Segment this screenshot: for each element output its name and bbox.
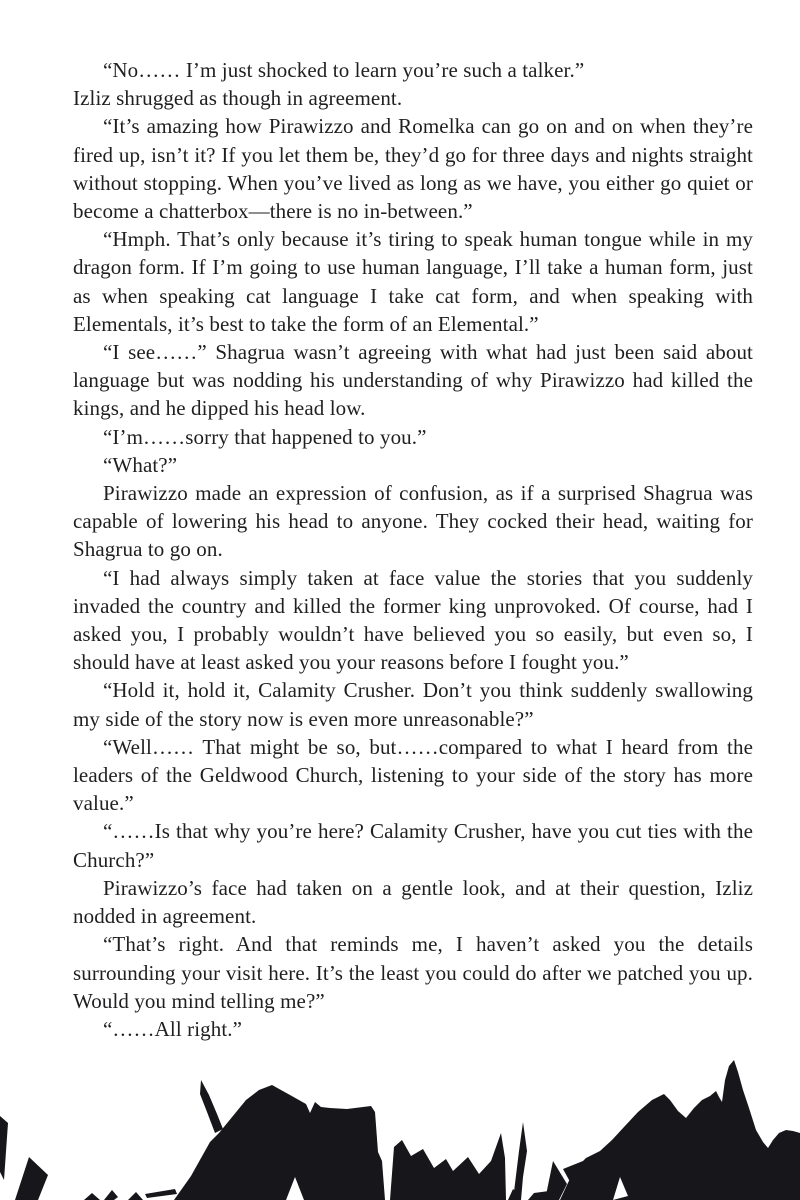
paragraph: “Well…… That might be so, but……compared to what I heard from the leaders of the Geldwood Church, listening to your side of the story has more value.”: [73, 734, 753, 816]
paragraph: “I see……” Shagrua wasn’t agreeing with what had just been said about language but was nodding his understanding of why Pirawizzo had killed the kings, and he dipped his head low.: [73, 340, 753, 421]
paragraph: “……Is that why you’re here? Calamity Crusher, have you cut ties with the Church?”: [73, 819, 753, 872]
paragraph: “Hold it, hold it, Calamity Crusher. Don’t you think suddenly swallowing my side of the story now is even more unreasonable?”: [73, 678, 753, 731]
paragraph: “I had always simply taken at face value the stories that you suddenly invaded the country and killed the former king unprovoked. Of course, had I asked you, I probably wouldn’t have believed you so easily, but even so, I should have at least asked you your reasons before I fought you.”: [73, 565, 753, 675]
paragraph: “Hmph. That’s only because it’s tiring to speak human tongue while in my dragon form. If I’m going to use human language, I’ll take a human form, just as when speaking cat language I take cat form, and when speaking with Elementals, it’s best to take the form of an Elemental.”: [73, 227, 753, 336]
ink-shards: [0, 1060, 800, 1200]
paragraph: “What?”: [103, 452, 178, 477]
paragraph: “……All right.”: [103, 1016, 243, 1041]
paragraph: “I’m……sorry that happened to you.”: [103, 424, 427, 449]
paragraph: “It’s amazing how Pirawizzo and Romelka can go on and on when they’re fired up, isn’t it? If you let them be, they’d go for three days and nights straight without stopping. When you’ve lived as long as we have, you either go quiet or become a chatterbox—there is no in-between.”: [73, 114, 753, 224]
paragraph: “That’s right. And that reminds me, I haven’t asked you the details surrounding your visit here. It’s the least you could do after we patched you up. Would you mind telling me?”: [73, 932, 753, 1013]
paragraph: Pirawizzo’s face had taken on a gentle look, and at their question, Izliz nodded in agreement.: [73, 875, 753, 929]
paragraph: “No…… I’m just shocked to learn you’re such a talker.”: [103, 58, 585, 82]
paragraph: Pirawizzo made an expression of confusion, as if a surprised Shagrua was capable of lowering his head to anyone. They cocked their head, waiting for Shagrua to go on.: [73, 481, 753, 562]
paragraph: Izliz shrugged as though in agreement.: [73, 86, 403, 111]
ink-splash-illustration: [0, 1050, 800, 1200]
page-text: [73, 56, 753, 1043]
